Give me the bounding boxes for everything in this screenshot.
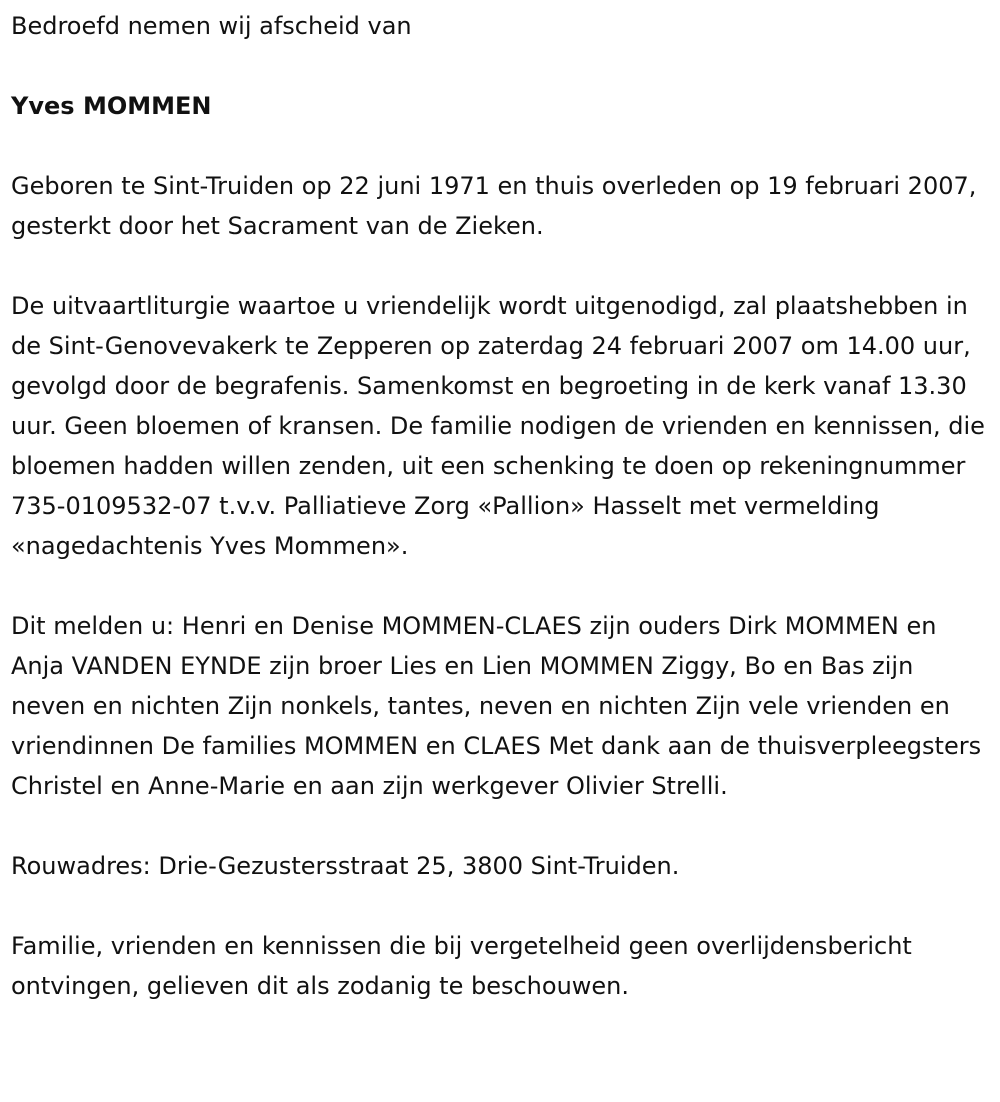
deceased-name: Yves MOMMEN [11,92,212,120]
obituary-notice [11,6,991,1006]
intro-line: Bedroefd nemen wij afscheid van [11,12,412,40]
ceremony-paragraph: De uitvaartliturgie waartoe u vriendelijk wordt uitgenodigd, zal plaatshebben in de Sint-Genovevakerk te Zepperen op zaterdag 24 februari 2007 om 14.00 uur, gevolgd door de begrafenis. Samenkomst en begroeting in de kerk vanaf 13.30 uur. Geen bloemen of kransen. De familie nodigen de vrienden en kennissen, die bloemen hadden willen zenden, uit een schenking te doen op rekeningnummer 735-0109532-07 t.v.v. Palliatieve Zorg «Pallion» Hasselt met vermelding «nagedachtenis Yves Mommen». [11,292,985,560]
closing-paragraph: Familie, vrienden en kennissen die bij vergetelheid geen overlijdensbericht ontvingen, gelieven dit als zodanig te beschouwen. [11,932,912,1000]
birth-death-paragraph: Geboren te Sint-Truiden op 22 juni 1971 en thuis overleden op 19 februari 2007, gesterkt door het Sacrament van de Zieken. [11,172,977,240]
announcers-paragraph: Dit melden u: Henri en Denise MOMMEN-CLAES zijn ouders Dirk MOMMEN en Anja VANDEN EYNDE zijn broer Lies en Lien MOMMEN Ziggy, Bo en Bas zijn neven en nichten Zijn nonkels, tantes, neven en nichten Zijn vele vrienden en vriendinnen De families MOMMEN en CLAES Met dank aan de thuisverpleegsters Christel en Anne-Marie en aan zijn werkgever Olivier Strelli. [11,612,982,800]
mourning-address: Rouwadres: Drie-Gezustersstraat 25, 3800 Sint-Truiden. [11,852,680,880]
